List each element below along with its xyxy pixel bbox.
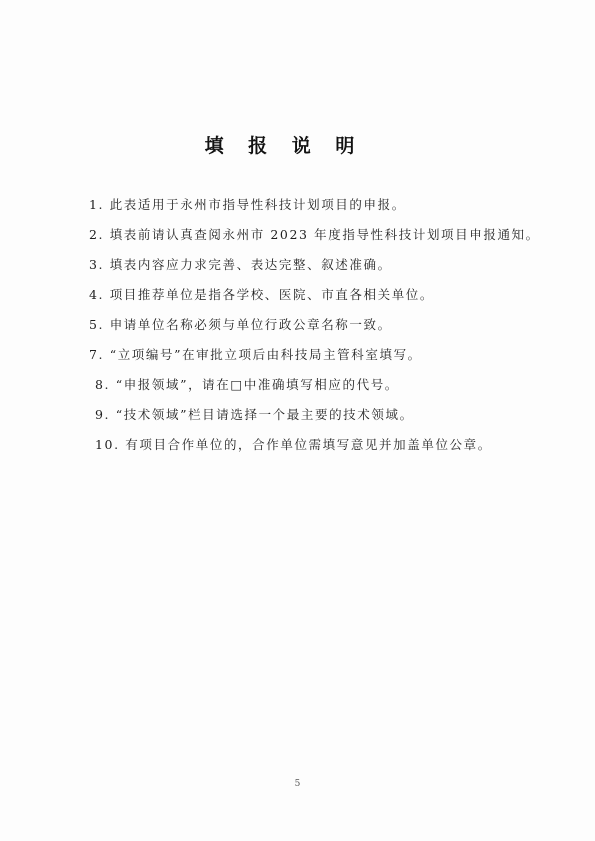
instruction-item-10: 10. 有项目合作单位的，合作单位需填写意见并加盖单位公章。 xyxy=(95,437,492,452)
instructions-list xyxy=(89,197,559,467)
instruction-item-5: 5. 申请单位名称必须与单位行政公章名称一致。 xyxy=(89,317,392,332)
page-number: 5 xyxy=(294,779,301,789)
instruction-item-7: 7. “立项编号”在审批立项后由科技局主管科室填写。 xyxy=(89,347,422,362)
instruction-item-8: 8. “申报领域”，请在□中准确填写相应的代号。 xyxy=(95,377,399,392)
instruction-item-1: 1. 此表适用于永州市指导性科技计划项目的申报。 xyxy=(89,197,406,212)
instruction-item-9: 9. “技术领域”栏目请选择一个最主要的技术领域。 xyxy=(95,407,414,422)
page-title: 填 报 说 明 xyxy=(204,135,364,157)
instruction-item-4: 4. 项目推荐单位是指各学校、医院、市直各相关单位。 xyxy=(89,287,435,302)
instruction-item-3: 3. 填表内容应力求完善、表达完整、叙述准确。 xyxy=(89,257,392,272)
instruction-item-2: 2. 填表前请认真查阅永州市 2023 年度指导性科技计划项目申报通知。 xyxy=(89,227,540,242)
